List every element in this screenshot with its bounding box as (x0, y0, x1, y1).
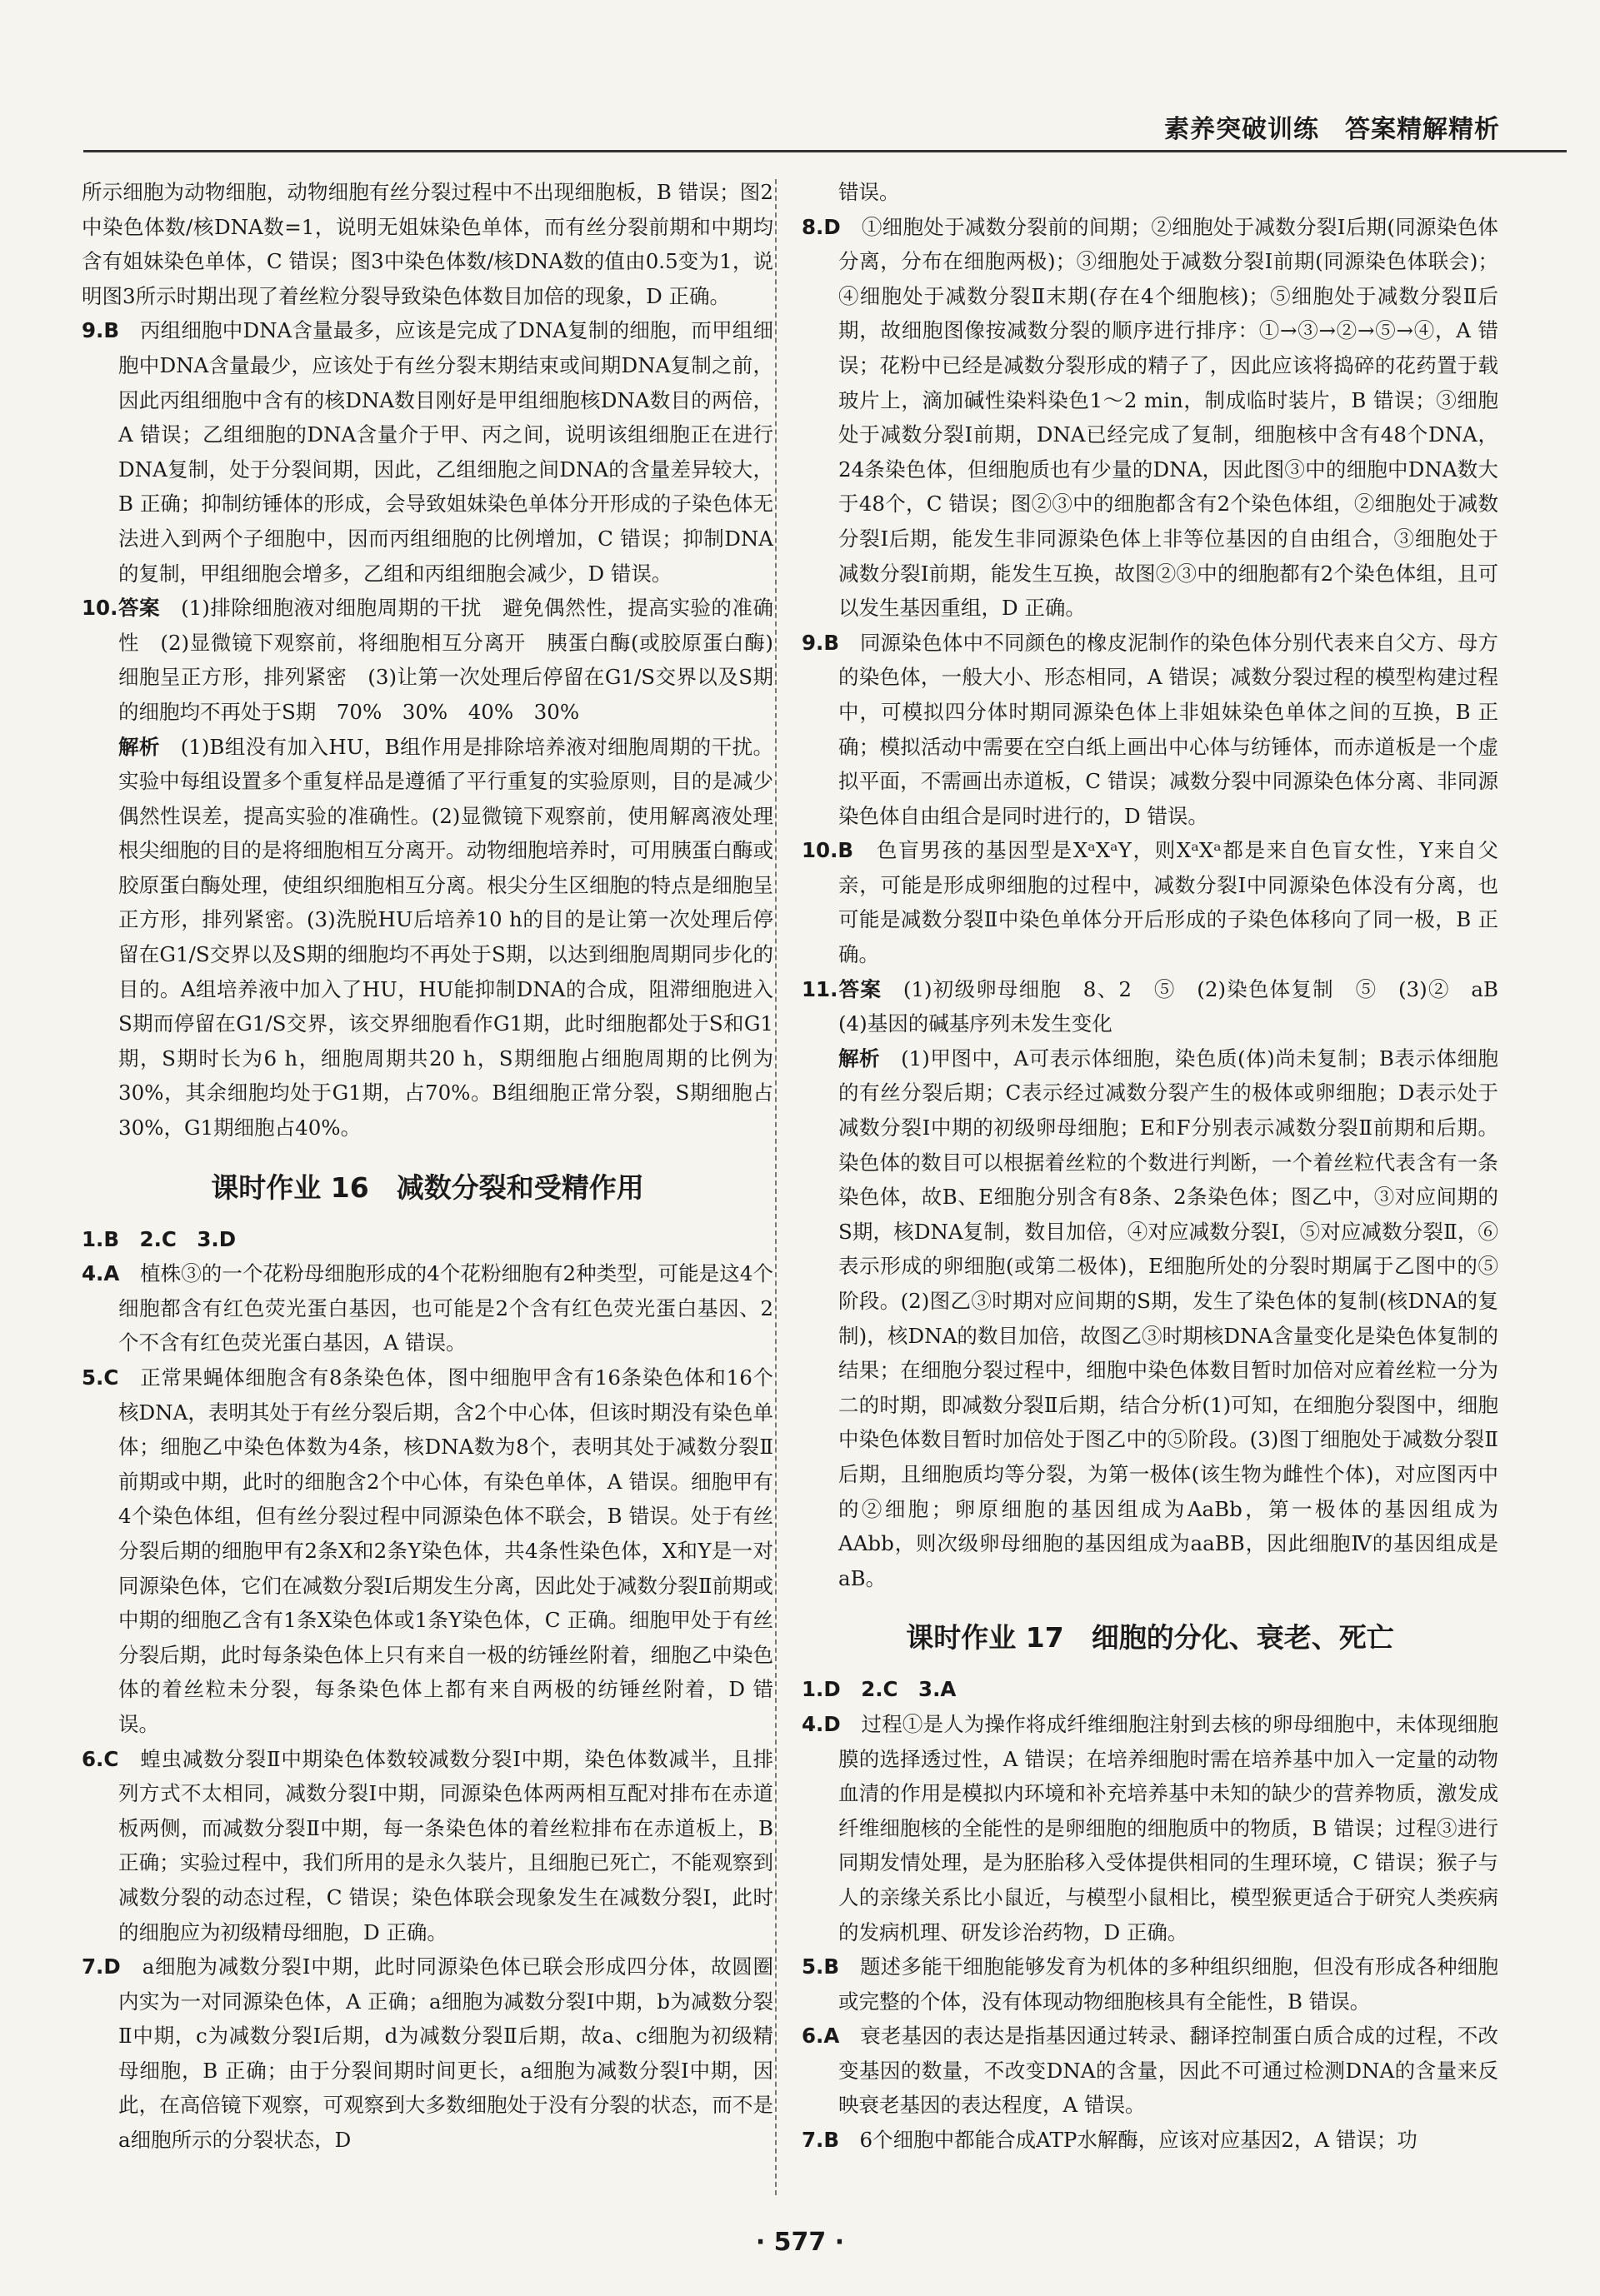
item-text: 丙组细胞中DNA含量最多，应该是完成了DNA复制的细胞，而甲组细胞中DNA含量最少，应该处于有丝分裂末期结束或间期DNA复制之前，因此丙组细胞中含有的核DNA数目刚好是甲组细胞核DNA数目的两倍，A 错误；乙组细胞的DNA含量介于甲、丙之间，说明该组细胞正在进行DNA复制，处于分裂间期，因此，乙组细胞之间DNA的含量差异较大，B 正确；抑制纺锤体的形成，会导致姐妹染色单体分开形成的子染色体无法进入到两个子细胞中，因而丙组细胞的比例增加，C 错误；抑制DNA的复制，甲组细胞会增多，乙组和丙组细胞会减少，D 错误。 (118, 318, 774, 586)
item-number: 7.D (82, 1954, 121, 1979)
item-text: a细胞为减数分裂Ⅰ中期，此时同源染色体已联会形成四分体，故圆圈内实为一对同源染色体，A 正确；a细胞为减数分裂Ⅰ中期，b为减数分裂Ⅱ中期，c为减数分裂Ⅰ后期，d为减数分裂Ⅱ后期，故a、c细胞为初级精母细胞，B 正确；由于分裂间期时间更长，a细胞为减数分裂Ⅰ中期，因此，在高倍镜下观察，可观察到大多数细胞处于没有分裂的状态，而不是a细胞所示的分裂状态，D (118, 1954, 773, 2153)
column-divider (775, 179, 777, 2195)
item-number: 6.A (802, 2024, 840, 2049)
answer-item-5 (802, 1949, 1498, 2019)
continued-text: 错误。 (838, 180, 900, 204)
item-number: 4.A (82, 1261, 120, 1286)
item-number: 7.B (802, 2128, 840, 2153)
answer-item-11 (802, 972, 1519, 1041)
item-number: 9.B (802, 630, 840, 655)
item-number: 10.B (802, 838, 854, 863)
right-column (802, 175, 1519, 2158)
item-number: 6.C (82, 1746, 119, 1771)
page-number: · 577 · (755, 2228, 845, 2257)
section-title-16: 课时作业 16 减数分裂和受精作用 (211, 1170, 644, 1204)
page-header (83, 108, 1567, 142)
item-number: 8.D (802, 214, 841, 239)
section-title-17: 课时作业 17 细胞的分化、衰老、死亡 (906, 1621, 1394, 1655)
quick-answers-16: 1.B 2.C 3.D (82, 1226, 237, 1251)
answer-item-10 (802, 833, 1498, 971)
answer-item-4 (802, 1707, 1498, 1949)
item-text: ①细胞处于减数分裂前的间期；②细胞处于减数分裂Ⅰ后期(同源染色体分离，分布在细胞两极)；③细胞处于减数分裂Ⅰ前期(同源染色体联会)；④细胞处于减数分裂Ⅱ末期(存在4个细胞核)；⑤细胞处于减数分裂Ⅱ后期，故细胞图像按减数分裂的顺序进行排序：①→③→②→⑤→④，A 错误；花粉中已经是减数分裂形成的精子了，因此应该将捣碎的花药置于载玻片上，滴加碱性染料染色1～2 min，制成临时装片，B 错误；③细胞处于减数分裂Ⅰ前期，DNA已经完成了复制，细胞核中含有48个DNA，24条染色体，但细胞质也有少量的DNA，因此图③中的细胞中DNA数大于48个，C 错误；图②③中的细胞都含有2个染色体组，②细胞处于减数分裂Ⅰ后期，能发生非同源染色体上非等位基因的自由组合，③细胞处于减数分裂Ⅰ前期，能发生互换，故图②③中的细胞都有2个染色体组，且可以发生基因重组，D 正确。 (838, 214, 1498, 621)
item-text: 题述多能干细胞能够发育为机体的多种组织细胞，但没有形成各种细胞或完整的个体，没有体现动物细胞核具有全能性，B 错误。 (838, 1954, 1498, 2014)
item-number: 5.B (802, 1954, 840, 1979)
item-number: 9.B (82, 318, 120, 343)
answer-item-4 (82, 1256, 773, 1360)
item-text: (1)排除细胞液对细胞周期的干扰 避免偶然性，提高实验的准确性 (2)显微镜下观察前，将细胞相互分离开 胰蛋白酶(或胶原蛋白酶) 细胞呈正方形，排列紧密 (3)让第一次处理后停留在G1/S交界以及S期的细胞均不再处于S期 70% 30% 40% 30% (118, 596, 794, 724)
item-text: 蝗虫减数分裂Ⅱ中期染色体数较减数分裂Ⅰ中期，染色体数减半，且排列方式不太相同，减数分裂Ⅰ中期，同源染色体两两相互配对排布在赤道板两侧，而减数分裂Ⅱ中期，每一条染色体的着丝粒排布在赤道板上，B 正确；实验过程中，我们所用的是永久装片，且细胞已死亡，不能观察到减数分裂的动态过程，C 错误；染色体联会现象发生在减数分裂Ⅰ，此时的细胞应为初级精母细胞，D 正确。 (118, 1746, 774, 1944)
answer-item-9 (82, 313, 773, 591)
item-text: (1)初级卵母细胞 8、2 ⑤ (2)染色体复制 ⑤ (3)② aB (4)基因的碱基序列未发生变化 (838, 976, 1519, 1036)
answer-item-6 (82, 1742, 773, 1950)
answer-item-8 (802, 210, 1498, 626)
item-number: 4.D (802, 1711, 841, 1736)
item-number: 5.C (82, 1365, 119, 1390)
answer-item-7 (802, 2123, 1498, 2158)
analysis-11 (802, 1041, 1498, 1596)
item-text: 同源染色体中不同颜色的橡皮泥制作的染色体分别代表来自父方、母方的染色体，一般大小、形态相同，A 错误；减数分裂过程的模型构建过程中，可模拟四分体时期同源染色体上非姐妹染色单体之间的互换，B 正确；模拟活动中需要在空白纸上画出中心体与纺锤体，而赤道板是一个虚拟平面，不需画出赤道板，C 错误；减数分裂中同源染色体分离、非同源染色体自由组合是同时进行的，D 错误。 (838, 630, 1498, 828)
answer-item-7 (82, 1949, 773, 2158)
answer-item-10 (82, 591, 794, 729)
intro-paragraph: 所示细胞为动物细胞，动物细胞有丝分裂过程中不出现细胞板，B 错误；图2中染色体数/核DNA数=1，说明无姐妹染色单体，而有丝分裂前期和中期均含有姐妹染色单体，C 错误；图3中染色体数/核DNA数的值由0.5变为1，说明图3所示时期出现了着丝粒分裂导致染色体数目加倍的现象，D 正确。 (82, 180, 773, 308)
item-text: 过程①是人为操作将成纤维细胞注射到去核的卵母细胞中，未体现细胞膜的选择透过性，A 错误；在培养细胞时需在培养基中加入一定量的动物血清的作用是模拟内环境和补充培养基中未知的缺少的营养物质，激发成纤维细胞核的全能性的是卵细胞的细胞质中的物质，B 错误；过程③进行同期发情处理，是为胚胎移入受体提供相同的生理环境，C 错误；猴子与人的亲缘关系比小鼠近，与模型小鼠相比，模型猴更适合于研究人类疾病的发病机理、研发诊治药物，D 正确。 (838, 1711, 1499, 1944)
item-text: 正常果蝇体细胞含有8条染色体，图中细胞甲含有16条染色体和16个核DNA，表明其处于有丝分裂后期，含2个中心体，但该时期没有染色单体；细胞乙中染色体数为4条，核DNA数为8个，表明其处于减数分裂Ⅱ前期或中期，此时的细胞含2个中心体，有染色单体，A 错误。细胞甲有4个染色体组，但有丝分裂过程中同源染色体不联会，B 错误。处于有丝分裂后期的细胞甲有2条X和2条Y染色体，共4条性染色体，X和Y是一对同源染色体，它们在减数分裂Ⅰ后期发生分离，因此处于减数分裂Ⅱ前期或中期的细胞乙含有1条X染色体或1条Y染色体，C 正确。细胞甲处于有丝分裂后期，此时每条染色体上只有来自一极的纺锤丝附着，细胞乙中染色体的着丝粒未分裂，每条染色体上都有来自两极的纺锤丝附着，D 错误。 (118, 1365, 774, 1736)
item-text: 6个细胞中都能合成ATP水解酶，应该对应基因2，A 错误；功 (859, 2128, 1418, 2153)
analysis-text: (1)甲图中，A可表示体细胞，染色质(体)尚未复制；B表示体细胞的有丝分裂后期；C表示经过减数分裂产生的极体或卵细胞；D表示处于减数分裂Ⅰ中期的初级卵母细胞；E和F分别表示减数分裂Ⅱ前期和后期。染色体的数目可以根据着丝粒的个数进行判断，一个着丝粒代表含有一条染色体，故B、E细胞分别含有8条、2条染色体；图乙中，③对应间期的S期，核DNA复制，数目加倍，④对应减数分裂Ⅰ，⑤对应减数分裂Ⅱ，⑥表示形成的卵细胞(或第二极体)，E细胞所处的分裂时期属于乙图中的⑤阶段。(2)图乙③时期对应间期的S期，发生了染色体的复制(核DNA的复制)，核DNA的数目加倍，故图乙③时期核DNA含量变化是染色体复制的结果；在细胞分裂过程中，细胞中染色体数目暂时加倍对应着丝粒一分为二的时期，即减数分裂Ⅱ后期，结合分析(1)可知，在细胞分裂图中，细胞中染色体数目暂时加倍处于图乙中的⑤阶段。(3)图丁细胞处于减数分裂Ⅱ后期，且细胞质均等分裂，为第一极体(该生物为雌性个体)，对应图丙中的②细胞；卵原细胞的基因组成为AaBb，第一极体的基因组成为AAbb，则次级卵母细胞的基因组成为aaBB，因此细胞Ⅳ的基因组成是aB。 (838, 1046, 1499, 1590)
analysis-text: (1)B组没有加入HU，B组作用是排除培养液对细胞周期的干扰。实验中每组设置多个重复样品是遵循了平行重复的实验原则，目的是减少偶然性误差，提高实验的准确性。(2)显微镜下观察前，使用解离液处理根尖细胞的目的是将细胞相互分离开。动物细胞培养时，可用胰蛋白酶或胶原蛋白酶处理，使组织细胞相互分离。根尖分生区细胞的特点是细胞呈正方形，排列紧密。(3)洗脱HU后培养10 h的目的是让第一次处理后停留在G1/S交界以及S期的细胞均不再处于S期，以达到细胞周期同步化的目的。A组培养液中加入了HU，HU能抑制DNA的合成，阻滞细胞进入S期而停留在G1/S交界，该交界细胞看作G1期，此时细胞都处于S和G1期，S期时长为6 h，细胞周期共20 h，S期细胞占细胞周期的比例为30%，其余细胞均处于G1期，占70%。B组细胞正常分裂，S期细胞占30%，G1期细胞占40%。 (118, 734, 773, 1141)
analysis-label: 解析 (838, 1046, 881, 1071)
item-text: 色盲男孩的基因型是XᵃXᵃY，则XᵃXᵃ都是来自色盲女性，Y来自父亲，可能是形成卵细胞的过程中，减数分裂Ⅰ中同源染色体没有分离，也可能是减数分裂Ⅱ中染色单体分开后形成的子染色体移向了同一极，B 正确。 (838, 838, 1499, 967)
header-rule (83, 150, 1567, 152)
answer-item-6 (802, 2019, 1498, 2123)
quick-answers-17: 1.D 2.C 3.A (802, 1677, 957, 1702)
item-text: 衰老基因的表达是指基因通过转录、翻译控制蛋白质合成的过程，不改变基因的数量，不改变DNA的含量，因此不可通过检测DNA的含量来反映衰老基因的表达程度，A 错误。 (838, 2024, 1499, 2118)
item-number: 11.答案 (802, 976, 882, 1001)
answer-item-9 (802, 626, 1498, 834)
answer-item-5 (82, 1360, 773, 1742)
header-title: 素养突破训练 答案精解精析 (1164, 115, 1500, 144)
analysis-label: 解析 (118, 734, 160, 759)
analysis-10 (82, 730, 773, 1146)
item-number: 10.答案 (82, 596, 161, 621)
item-text: 植株③的一个花粉母细胞形成的4个花粉细胞有2种类型，可能是这4个细胞都含有红色荧光蛋白基因，也可能是2个含有红色荧光蛋白基因、2个不含有红色荧光蛋白基因，A 错误。 (118, 1261, 774, 1355)
left-column (82, 175, 794, 2158)
